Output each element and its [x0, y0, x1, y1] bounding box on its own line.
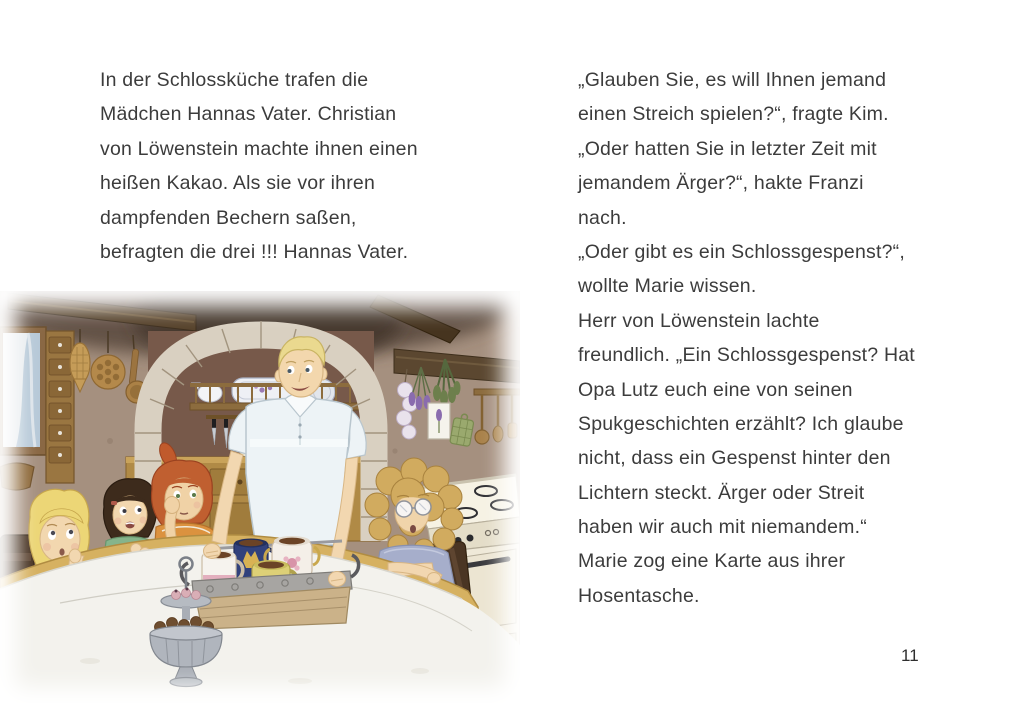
text-line: Hosentasche.: [578, 584, 700, 607]
kitchen-illustration-svg: [0, 291, 520, 703]
text-line: „Glauben Sie, es will Ihnen jemand: [578, 69, 887, 91]
text-line: wollte Marie wissen.: [578, 275, 757, 298]
text-line: In der Schlossküche trafen die: [100, 69, 369, 91]
text-line: Herr von Löwenstein lachte: [578, 309, 820, 332]
left-text-column: [100, 63, 520, 269]
spoon-rack: [474, 389, 520, 444]
text-line: befragten die drei !!! Hannas Vater.: [100, 240, 409, 263]
text-line: jemandem Ärger?“, hakte Franzi: [578, 172, 864, 195]
text-line: nicht, dass ein Gespenst hinter den: [578, 447, 891, 470]
text-line: heißen Kakao. Als sie vor ihren: [100, 172, 376, 195]
text-line: „Oder gibt es ein Schlossgespenst?“,: [578, 240, 905, 263]
text-line: freundlich. „Ein Schlossgespenst? Hat: [578, 344, 915, 367]
text-line: von Löwenstein machte ihnen einen: [100, 137, 418, 160]
kitchen-window: [0, 327, 46, 455]
text-line: haben wir auch mit niemandem.“: [578, 516, 867, 539]
right-text-column: [578, 63, 978, 613]
text-line: Mädchen Hannas Vater. Christian: [100, 103, 397, 126]
text-line: Marie zog eine Karte aus ihrer: [578, 550, 846, 573]
text-line: Lichtern steckt. Ärger oder Streit: [578, 481, 865, 504]
text-line: dampfenden Bechern saßen,: [100, 206, 357, 229]
spice-drawers: [46, 331, 74, 483]
text-line: einen Streich spielen?“, fragte Kim.: [578, 103, 889, 126]
text-line: „Oder hatten Sie in letzter Zeit mit: [578, 137, 877, 160]
text-line: nach.: [578, 206, 627, 229]
text-line: Spukgeschichten erzählt? Ich glaube: [578, 412, 904, 435]
kitchen-illustration: [0, 291, 520, 703]
text-line: Opa Lutz euch eine von seinen: [578, 378, 853, 401]
page-number: 11: [901, 646, 919, 665]
wooden-bowl: [0, 463, 34, 490]
